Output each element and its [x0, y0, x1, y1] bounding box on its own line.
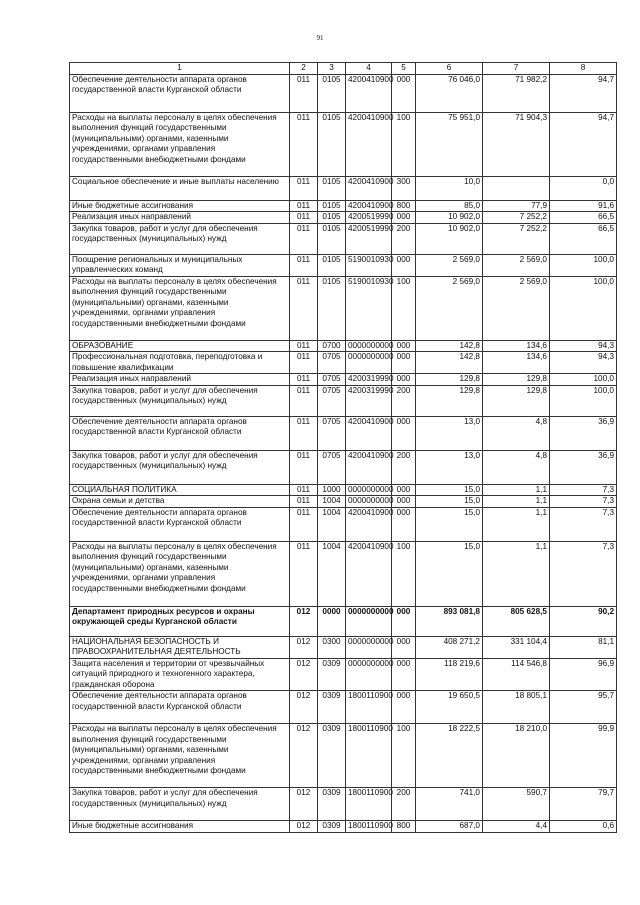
row-actual: 1,1 — [483, 496, 550, 508]
table-row — [70, 541, 617, 606]
row-code-target: 0000000000 — [346, 496, 392, 508]
row-code-type: 200 — [392, 385, 416, 416]
row-code-type: 000 — [392, 496, 416, 508]
row-percent: 36,9 — [550, 450, 617, 484]
row-name: Закупка товаров, работ и услуг для обеспечения государственных (муниципальных) нужд — [70, 788, 290, 821]
page-number: 91 — [316, 34, 324, 42]
table-row — [70, 176, 617, 200]
row-code-type: 000 — [392, 658, 416, 691]
row-code-section: 0105 — [318, 112, 346, 176]
row-code-target: 4200519990 — [346, 212, 392, 224]
row-code-admin: 011 — [290, 496, 318, 508]
row-code-section: 0705 — [318, 352, 346, 374]
row-code-type: 000 — [392, 212, 416, 224]
row-percent: 90,2 — [550, 606, 617, 636]
row-code-target: 4200410900 — [346, 200, 392, 212]
row-percent: 0,0 — [550, 176, 617, 200]
table-row — [70, 74, 617, 112]
row-percent: 91,6 — [550, 200, 617, 212]
row-name: Иные бюджетные ассигнования — [70, 821, 290, 833]
row-code-target: 4200410900 — [346, 74, 392, 112]
table-row — [70, 200, 617, 212]
row-code-admin: 011 — [290, 212, 318, 224]
table-row — [70, 496, 617, 508]
row-code-section: 0309 — [318, 658, 346, 691]
row-code-type: 000 — [392, 507, 416, 541]
row-actual — [483, 176, 550, 200]
column-header: 5 — [392, 63, 416, 75]
row-name: Реализация иных направлений — [70, 212, 290, 224]
row-code-section: 0700 — [318, 340, 346, 352]
row-name: Закупка товаров, работ и услуг для обеспечения государственных (муниципальных) нужд — [70, 385, 290, 416]
row-percent: 7,3 — [550, 484, 617, 496]
row-plan: 15,0 — [416, 484, 483, 496]
row-percent: 7,3 — [550, 496, 617, 508]
row-actual: 134,6 — [483, 340, 550, 352]
row-percent: 94,3 — [550, 352, 617, 374]
row-code-section: 0705 — [318, 385, 346, 416]
row-code-section: 0309 — [318, 691, 346, 724]
column-header: 2 — [290, 63, 318, 75]
column-header: 8 — [550, 63, 617, 75]
row-percent: 7,3 — [550, 507, 617, 541]
row-code-target: 5190010930 — [346, 276, 392, 340]
table-row — [70, 112, 617, 176]
row-plan: 15,0 — [416, 541, 483, 606]
table-row — [70, 212, 617, 224]
row-actual: 1,1 — [483, 484, 550, 496]
row-plan: 129,8 — [416, 374, 483, 386]
table-row — [70, 416, 617, 450]
row-code-admin: 011 — [290, 374, 318, 386]
row-code-target: 1800110900 — [346, 821, 392, 833]
row-actual: 590,7 — [483, 788, 550, 821]
row-name: НАЦИОНАЛЬНАЯ БЕЗОПАСНОСТЬ И ПРАВООХРАНИТЕЛЬНАЯ ДЕЯТЕЛЬНОСТЬ — [70, 636, 290, 658]
row-name: Обеспечение деятельности аппарата органов государственной власти Курганской области — [70, 691, 290, 724]
row-code-type: 200 — [392, 223, 416, 254]
row-plan: 75 951,0 — [416, 112, 483, 176]
row-code-target: 1800110900 — [346, 724, 392, 788]
row-name: Расходы на выплаты персоналу в целях обеспечения выполнения функций государственными (муниципальными) органами, казенными учреждениями, органами управления государственными внебюджетными фондами — [70, 276, 290, 340]
column-header: 7 — [483, 63, 550, 75]
row-plan: 76 046,0 — [416, 74, 483, 112]
row-name: Обеспечение деятельности аппарата органов государственной власти Курганской области — [70, 507, 290, 541]
row-code-target: 4200319990 — [346, 374, 392, 386]
row-code-section: 0309 — [318, 788, 346, 821]
row-code-admin: 011 — [290, 484, 318, 496]
row-percent: 100,0 — [550, 374, 617, 386]
row-code-type: 000 — [392, 374, 416, 386]
row-actual: 331 104,4 — [483, 636, 550, 658]
row-actual: 1,1 — [483, 507, 550, 541]
row-actual: 129,8 — [483, 374, 550, 386]
row-name: Расходы на выплаты персоналу в целях обеспечения выполнения функций государственными (муниципальными) органами, казенными учреждениями, органами управления государственными внебюджетными фондами — [70, 724, 290, 788]
row-actual: 77,9 — [483, 200, 550, 212]
row-plan: 15,0 — [416, 507, 483, 541]
row-code-admin: 011 — [290, 74, 318, 112]
row-name: Социальное обеспечение и иные выплаты населению — [70, 176, 290, 200]
row-code-type: 000 — [392, 606, 416, 636]
row-name: Департамент природных ресурсов и охраны окружающей среды Курганской области — [70, 606, 290, 636]
budget-table — [69, 62, 617, 833]
row-code-type: 000 — [392, 352, 416, 374]
table-row — [70, 606, 617, 636]
row-code-target: 5190010930 — [346, 254, 392, 276]
row-name: Закупка товаров, работ и услуг для обеспечения государственных (муниципальных) нужд — [70, 223, 290, 254]
row-code-target: 0000000000 — [346, 484, 392, 496]
row-plan: 10 902,0 — [416, 223, 483, 254]
row-code-target: 4200410900 — [346, 176, 392, 200]
row-code-type: 200 — [392, 450, 416, 484]
row-code-type: 000 — [392, 74, 416, 112]
table-row — [70, 374, 617, 386]
row-code-section: 0705 — [318, 416, 346, 450]
table-row — [70, 254, 617, 276]
row-name: Защита населения и территории от чрезвычайных ситуаций природного и техногенного характера, гражданская оборона — [70, 658, 290, 691]
row-code-section: 0105 — [318, 223, 346, 254]
row-code-target: 0000000000 — [346, 606, 392, 636]
row-plan: 142,8 — [416, 340, 483, 352]
row-percent: 100,0 — [550, 385, 617, 416]
row-code-type: 000 — [392, 416, 416, 450]
row-code-type: 000 — [392, 254, 416, 276]
column-header: 1 — [70, 63, 290, 75]
column-header: 3 — [318, 63, 346, 75]
row-actual: 114 546,8 — [483, 658, 550, 691]
table-row — [70, 484, 617, 496]
row-plan: 19 650,5 — [416, 691, 483, 724]
row-code-section: 0000 — [318, 606, 346, 636]
row-code-admin: 011 — [290, 507, 318, 541]
table-row — [70, 636, 617, 658]
row-percent: 94,7 — [550, 74, 617, 112]
row-name: Профессиональная подготовка, переподготовка и повышение квалификации — [70, 352, 290, 374]
row-code-target: 4200519990 — [346, 223, 392, 254]
row-code-admin: 011 — [290, 450, 318, 484]
row-percent: 100,0 — [550, 276, 617, 340]
table-row — [70, 788, 617, 821]
row-name: Расходы на выплаты персоналу в целях обеспечения выполнения функций государственными (муниципальными) органами, казенными учреждениями, органами управления государственными внебюджетными фондами — [70, 112, 290, 176]
table-header-row — [70, 63, 617, 75]
row-actual: 1,1 — [483, 541, 550, 606]
row-code-admin: 011 — [290, 541, 318, 606]
row-code-admin: 012 — [290, 658, 318, 691]
row-code-type: 000 — [392, 340, 416, 352]
row-plan: 118 219,6 — [416, 658, 483, 691]
row-code-section: 0300 — [318, 636, 346, 658]
row-code-admin: 012 — [290, 788, 318, 821]
table-row — [70, 340, 617, 352]
row-code-type: 100 — [392, 724, 416, 788]
row-plan: 129,8 — [416, 385, 483, 416]
row-name: Расходы на выплаты персоналу в целях обеспечения выполнения функций государственными (муниципальными) органами, казенными учреждениями, органами управления государственными внебюджетными фондами — [70, 541, 290, 606]
row-code-type: 100 — [392, 112, 416, 176]
table-row — [70, 507, 617, 541]
row-percent: 99,9 — [550, 724, 617, 788]
row-code-section: 1004 — [318, 496, 346, 508]
row-code-section: 0309 — [318, 724, 346, 788]
row-code-target: 0000000000 — [346, 340, 392, 352]
row-code-target: 0000000000 — [346, 658, 392, 691]
row-plan: 687,0 — [416, 821, 483, 833]
row-actual: 7 252,2 — [483, 212, 550, 224]
table-row — [70, 223, 617, 254]
row-code-section: 0105 — [318, 276, 346, 340]
row-code-target: 4200410900 — [346, 112, 392, 176]
row-code-section: 1004 — [318, 507, 346, 541]
row-percent: 7,3 — [550, 541, 617, 606]
row-code-target: 1800110900 — [346, 691, 392, 724]
row-code-target: 4200410900 — [346, 541, 392, 606]
row-name: Закупка товаров, работ и услуг для обеспечения государственных (муниципальных) нужд — [70, 450, 290, 484]
row-code-section: 0105 — [318, 212, 346, 224]
row-actual: 7 252,2 — [483, 223, 550, 254]
row-code-target: 1800110900 — [346, 788, 392, 821]
row-actual: 71 904,3 — [483, 112, 550, 176]
row-actual: 2 569,0 — [483, 254, 550, 276]
table-row — [70, 724, 617, 788]
row-code-admin: 011 — [290, 176, 318, 200]
row-plan: 893 081,8 — [416, 606, 483, 636]
row-percent: 66,5 — [550, 223, 617, 254]
row-plan: 85,0 — [416, 200, 483, 212]
row-code-type: 100 — [392, 541, 416, 606]
row-code-admin: 011 — [290, 352, 318, 374]
row-name: Обеспечение деятельности аппарата органов государственной власти Курганской области — [70, 74, 290, 112]
row-percent: 96,9 — [550, 658, 617, 691]
row-name: Поощрение региональных и муниципальных управленческих команд — [70, 254, 290, 276]
row-code-section: 1000 — [318, 484, 346, 496]
row-actual: 18 805,1 — [483, 691, 550, 724]
row-code-target: 4200410900 — [346, 450, 392, 484]
row-plan: 10,0 — [416, 176, 483, 200]
row-code-admin: 011 — [290, 254, 318, 276]
row-code-section: 0105 — [318, 254, 346, 276]
row-plan: 10 902,0 — [416, 212, 483, 224]
row-plan: 142,8 — [416, 352, 483, 374]
row-percent: 94,3 — [550, 340, 617, 352]
row-plan: 2 569,0 — [416, 254, 483, 276]
row-name: Иные бюджетные ассигнования — [70, 200, 290, 212]
row-code-section: 0705 — [318, 374, 346, 386]
table-row — [70, 352, 617, 374]
row-actual: 4,8 — [483, 450, 550, 484]
row-actual: 2 569,0 — [483, 276, 550, 340]
row-code-section: 0705 — [318, 450, 346, 484]
row-percent: 36,9 — [550, 416, 617, 450]
row-percent: 95,7 — [550, 691, 617, 724]
row-code-target: 4200410900 — [346, 416, 392, 450]
row-code-section: 0309 — [318, 821, 346, 833]
table-row — [70, 821, 617, 833]
row-code-section: 0105 — [318, 74, 346, 112]
row-code-admin: 011 — [290, 385, 318, 416]
row-plan: 741,0 — [416, 788, 483, 821]
row-actual: 4,4 — [483, 821, 550, 833]
column-header: 4 — [346, 63, 392, 75]
row-code-type: 800 — [392, 200, 416, 212]
table-row — [70, 691, 617, 724]
row-percent: 100,0 — [550, 254, 617, 276]
column-header: 6 — [416, 63, 483, 75]
row-code-admin: 011 — [290, 112, 318, 176]
row-code-section: 1004 — [318, 541, 346, 606]
row-plan: 13,0 — [416, 450, 483, 484]
row-code-admin: 012 — [290, 691, 318, 724]
row-percent: 94,7 — [550, 112, 617, 176]
row-code-admin: 011 — [290, 223, 318, 254]
row-code-target: 0000000000 — [346, 636, 392, 658]
row-plan: 15,0 — [416, 496, 483, 508]
row-name: СОЦИАЛЬНАЯ ПОЛИТИКА — [70, 484, 290, 496]
row-code-section: 0105 — [318, 200, 346, 212]
table-row — [70, 385, 617, 416]
row-name: Обеспечение деятельности аппарата органов государственной власти Курганской области — [70, 416, 290, 450]
row-code-admin: 011 — [290, 200, 318, 212]
row-name: Реализация иных направлений — [70, 374, 290, 386]
row-code-admin: 012 — [290, 606, 318, 636]
row-plan: 13,0 — [416, 416, 483, 450]
row-percent: 66,5 — [550, 212, 617, 224]
row-code-type: 200 — [392, 788, 416, 821]
table-row — [70, 276, 617, 340]
row-code-type: 000 — [392, 636, 416, 658]
row-code-section: 0105 — [318, 176, 346, 200]
row-actual: 134,6 — [483, 352, 550, 374]
row-actual: 805 628,5 — [483, 606, 550, 636]
row-plan: 2 569,0 — [416, 276, 483, 340]
row-code-target: 4200410900 — [346, 507, 392, 541]
row-code-type: 000 — [392, 691, 416, 724]
row-percent: 81,1 — [550, 636, 617, 658]
row-name: ОБРАЗОВАНИЕ — [70, 340, 290, 352]
row-code-target: 4200319990 — [346, 385, 392, 416]
table-row — [70, 450, 617, 484]
row-code-type: 800 — [392, 821, 416, 833]
row-code-type: 100 — [392, 276, 416, 340]
row-code-type: 300 — [392, 176, 416, 200]
row-code-admin: 011 — [290, 340, 318, 352]
row-percent: 0,6 — [550, 821, 617, 833]
row-code-admin: 011 — [290, 416, 318, 450]
row-plan: 18 222,5 — [416, 724, 483, 788]
row-name: Охрана семьи и детства — [70, 496, 290, 508]
row-code-target: 0000000000 — [346, 352, 392, 374]
row-actual: 18 210,0 — [483, 724, 550, 788]
row-actual: 71 982,2 — [483, 74, 550, 112]
row-code-admin: 012 — [290, 724, 318, 788]
row-code-admin: 011 — [290, 276, 318, 340]
table-row — [70, 658, 617, 691]
row-code-type: 000 — [392, 484, 416, 496]
row-code-admin: 012 — [290, 636, 318, 658]
row-actual: 129,8 — [483, 385, 550, 416]
row-actual: 4,8 — [483, 416, 550, 450]
row-percent: 79,7 — [550, 788, 617, 821]
row-plan: 408 271,2 — [416, 636, 483, 658]
row-code-admin: 012 — [290, 821, 318, 833]
